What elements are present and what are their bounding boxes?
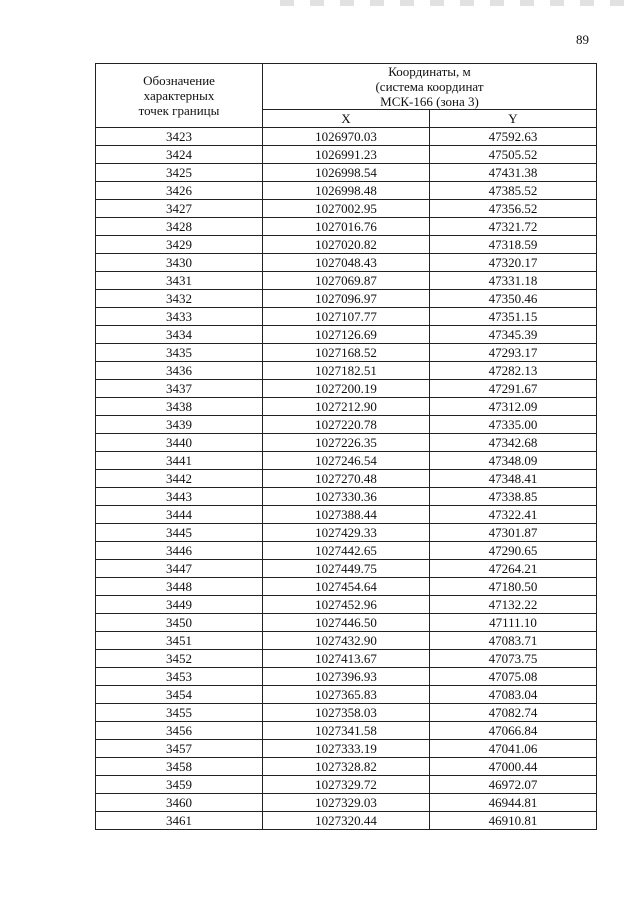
y-coordinate-cell: 47066.84 — [430, 722, 597, 740]
x-coordinate-cell: 1027069.87 — [263, 272, 430, 290]
y-coordinate-cell: 47350.46 — [430, 290, 597, 308]
x-coordinate-cell: 1027328.82 — [263, 758, 430, 776]
point-number-cell: 3453 — [96, 668, 263, 686]
header-row-main — [96, 64, 597, 110]
point-number-cell: 3460 — [96, 794, 263, 812]
point-number-cell: 3438 — [96, 398, 263, 416]
y-coordinate-cell: 47318.59 — [430, 236, 597, 254]
x-coordinate-cell: 1027270.48 — [263, 470, 430, 488]
x-coordinate-cell: 1027126.69 — [263, 326, 430, 344]
point-number-cell: 3444 — [96, 506, 263, 524]
point-number-cell: 3425 — [96, 164, 263, 182]
table-row — [96, 668, 597, 686]
point-number-cell: 3427 — [96, 200, 263, 218]
table-row — [96, 326, 597, 344]
point-number-cell: 3449 — [96, 596, 263, 614]
y-coordinate-cell: 47083.04 — [430, 686, 597, 704]
y-coordinate-cell: 47331.18 — [430, 272, 597, 290]
x-coordinate-cell: 1027365.83 — [263, 686, 430, 704]
table-row — [96, 542, 597, 560]
y-coordinate-cell: 47505.52 — [430, 146, 597, 164]
x-coordinate-cell: 1027388.44 — [263, 506, 430, 524]
table-row — [96, 506, 597, 524]
table-row — [96, 452, 597, 470]
table-row — [96, 524, 597, 542]
point-number-cell: 3443 — [96, 488, 263, 506]
points-column-header — [96, 64, 263, 128]
x-coordinate-cell: 1027220.78 — [263, 416, 430, 434]
x-coordinate-cell: 1027246.54 — [263, 452, 430, 470]
y-coordinate-cell: 46910.81 — [430, 812, 597, 830]
y-coordinate-cell: 47312.09 — [430, 398, 597, 416]
y-coordinate-cell: 47385.52 — [430, 182, 597, 200]
y-coordinate-cell: 47348.09 — [430, 452, 597, 470]
y-coordinate-cell: 47320.17 — [430, 254, 597, 272]
table-body — [96, 128, 597, 830]
table-row — [96, 578, 597, 596]
point-number-cell: 3448 — [96, 578, 263, 596]
point-number-cell: 3426 — [96, 182, 263, 200]
point-number-cell: 3461 — [96, 812, 263, 830]
y-coordinate-cell: 47351.15 — [430, 308, 597, 326]
x-coordinate-cell: 1027168.52 — [263, 344, 430, 362]
point-number-cell: 3454 — [96, 686, 263, 704]
x-coordinate-cell: 1027396.93 — [263, 668, 430, 686]
table-row — [96, 776, 597, 794]
x-coordinate-cell: 1027442.65 — [263, 542, 430, 560]
page-number: 89 — [576, 32, 589, 47]
y-coordinate-cell: 47180.50 — [430, 578, 597, 596]
y-coordinate-cell: 47348.41 — [430, 470, 597, 488]
coordinates-table — [95, 63, 597, 830]
y-coordinate-cell: 47321.72 — [430, 218, 597, 236]
x-coordinate-cell: 1027016.76 — [263, 218, 430, 236]
scan-edge-marks — [280, 0, 640, 6]
point-number-cell: 3457 — [96, 740, 263, 758]
x-coordinate-cell: 1027449.75 — [263, 560, 430, 578]
table-header — [96, 64, 597, 128]
points-header-line: точек границы — [138, 103, 220, 118]
point-number-cell: 3431 — [96, 272, 263, 290]
x-coordinate-cell: 1027446.50 — [263, 614, 430, 632]
x-column-header: X — [263, 110, 430, 128]
y-coordinate-cell: 46944.81 — [430, 794, 597, 812]
table-row — [96, 182, 597, 200]
table-row — [96, 164, 597, 182]
y-coordinate-cell: 47000.44 — [430, 758, 597, 776]
point-number-cell: 3436 — [96, 362, 263, 380]
x-coordinate-cell: 1027200.19 — [263, 380, 430, 398]
point-number-cell: 3433 — [96, 308, 263, 326]
x-coordinate-cell: 1027107.77 — [263, 308, 430, 326]
y-coordinate-cell: 47356.52 — [430, 200, 597, 218]
table-row — [96, 128, 597, 146]
point-number-cell: 3424 — [96, 146, 263, 164]
point-number-cell: 3456 — [96, 722, 263, 740]
coords-header-line: МСК-166 (зона 3) — [380, 94, 479, 109]
table-row — [96, 290, 597, 308]
x-coordinate-cell: 1027329.03 — [263, 794, 430, 812]
point-number-cell: 3432 — [96, 290, 263, 308]
y-coordinate-cell: 47083.71 — [430, 632, 597, 650]
y-coordinate-cell: 47345.39 — [430, 326, 597, 344]
x-coordinate-cell: 1026970.03 — [263, 128, 430, 146]
table-row — [96, 632, 597, 650]
table-row — [96, 380, 597, 398]
x-coordinate-cell: 1027002.95 — [263, 200, 430, 218]
coords-header-line: Координаты, м — [388, 64, 471, 79]
point-number-cell: 3434 — [96, 326, 263, 344]
point-number-cell: 3458 — [96, 758, 263, 776]
table-row — [96, 794, 597, 812]
point-number-cell: 3440 — [96, 434, 263, 452]
y-coordinate-cell: 47322.41 — [430, 506, 597, 524]
x-coordinate-cell: 1027454.64 — [263, 578, 430, 596]
y-coordinate-cell: 47041.06 — [430, 740, 597, 758]
x-coordinate-cell: 1027096.97 — [263, 290, 430, 308]
points-header-line: характерных — [143, 88, 215, 103]
point-number-cell: 3455 — [96, 704, 263, 722]
point-number-cell: 3441 — [96, 452, 263, 470]
y-coordinate-cell: 47338.85 — [430, 488, 597, 506]
table-row — [96, 740, 597, 758]
y-coordinate-cell: 46972.07 — [430, 776, 597, 794]
point-number-cell: 3451 — [96, 632, 263, 650]
point-number-cell: 3423 — [96, 128, 263, 146]
table-row — [96, 686, 597, 704]
point-number-cell: 3437 — [96, 380, 263, 398]
point-number-cell: 3459 — [96, 776, 263, 794]
y-coordinate-cell: 47282.13 — [430, 362, 597, 380]
point-number-cell: 3428 — [96, 218, 263, 236]
x-coordinate-cell: 1027429.33 — [263, 524, 430, 542]
x-coordinate-cell: 1027226.35 — [263, 434, 430, 452]
point-number-cell: 3442 — [96, 470, 263, 488]
x-coordinate-cell: 1027341.58 — [263, 722, 430, 740]
table-row — [96, 722, 597, 740]
x-coordinate-cell: 1027358.03 — [263, 704, 430, 722]
point-number-cell: 3439 — [96, 416, 263, 434]
table-row — [96, 218, 597, 236]
x-coordinate-cell: 1027413.67 — [263, 650, 430, 668]
x-coordinate-cell: 1027182.51 — [263, 362, 430, 380]
x-coordinate-cell: 1026991.23 — [263, 146, 430, 164]
table-row — [96, 614, 597, 632]
table-row — [96, 758, 597, 776]
table-row — [96, 560, 597, 578]
x-coordinate-cell: 1026998.48 — [263, 182, 430, 200]
table-row — [96, 200, 597, 218]
x-coordinate-cell: 1027330.36 — [263, 488, 430, 506]
y-coordinate-cell: 47293.17 — [430, 344, 597, 362]
point-number-cell: 3445 — [96, 524, 263, 542]
x-coordinate-cell: 1027320.44 — [263, 812, 430, 830]
y-column-header: Y — [430, 110, 597, 128]
x-coordinate-cell: 1027432.90 — [263, 632, 430, 650]
table-row — [96, 470, 597, 488]
table-row — [96, 398, 597, 416]
table-row — [96, 272, 597, 290]
y-coordinate-cell: 47431.38 — [430, 164, 597, 182]
table-row — [96, 812, 597, 830]
table-row — [96, 254, 597, 272]
y-coordinate-cell: 47073.75 — [430, 650, 597, 668]
table-row — [96, 416, 597, 434]
point-number-cell: 3450 — [96, 614, 263, 632]
table-row — [96, 236, 597, 254]
x-coordinate-cell: 1027333.19 — [263, 740, 430, 758]
coordinates-group-header — [263, 64, 597, 110]
x-coordinate-cell: 1027020.82 — [263, 236, 430, 254]
point-number-cell: 3429 — [96, 236, 263, 254]
point-number-cell: 3446 — [96, 542, 263, 560]
table-row — [96, 488, 597, 506]
table-row — [96, 704, 597, 722]
y-coordinate-cell: 47592.63 — [430, 128, 597, 146]
point-number-cell: 3447 — [96, 560, 263, 578]
point-number-cell: 3452 — [96, 650, 263, 668]
table-row — [96, 434, 597, 452]
points-header-line: Обозначение — [143, 73, 215, 88]
table-row — [96, 650, 597, 668]
y-coordinate-cell: 47132.22 — [430, 596, 597, 614]
y-coordinate-cell: 47264.21 — [430, 560, 597, 578]
y-coordinate-cell: 47082.74 — [430, 704, 597, 722]
table-row — [96, 596, 597, 614]
table-row — [96, 362, 597, 380]
x-coordinate-cell: 1027048.43 — [263, 254, 430, 272]
x-coordinate-cell: 1027452.96 — [263, 596, 430, 614]
x-coordinate-cell: 1027329.72 — [263, 776, 430, 794]
y-coordinate-cell: 47335.00 — [430, 416, 597, 434]
x-coordinate-cell: 1027212.90 — [263, 398, 430, 416]
table-row — [96, 308, 597, 326]
y-coordinate-cell: 47290.65 — [430, 542, 597, 560]
point-number-cell: 3435 — [96, 344, 263, 362]
y-coordinate-cell: 47111.10 — [430, 614, 597, 632]
y-coordinate-cell: 47301.87 — [430, 524, 597, 542]
coords-header-line: (система координат — [375, 79, 484, 94]
y-coordinate-cell: 47075.08 — [430, 668, 597, 686]
y-coordinate-cell: 47291.67 — [430, 380, 597, 398]
table-row — [96, 344, 597, 362]
point-number-cell: 3430 — [96, 254, 263, 272]
y-coordinate-cell: 47342.68 — [430, 434, 597, 452]
x-coordinate-cell: 1026998.54 — [263, 164, 430, 182]
table-row — [96, 146, 597, 164]
